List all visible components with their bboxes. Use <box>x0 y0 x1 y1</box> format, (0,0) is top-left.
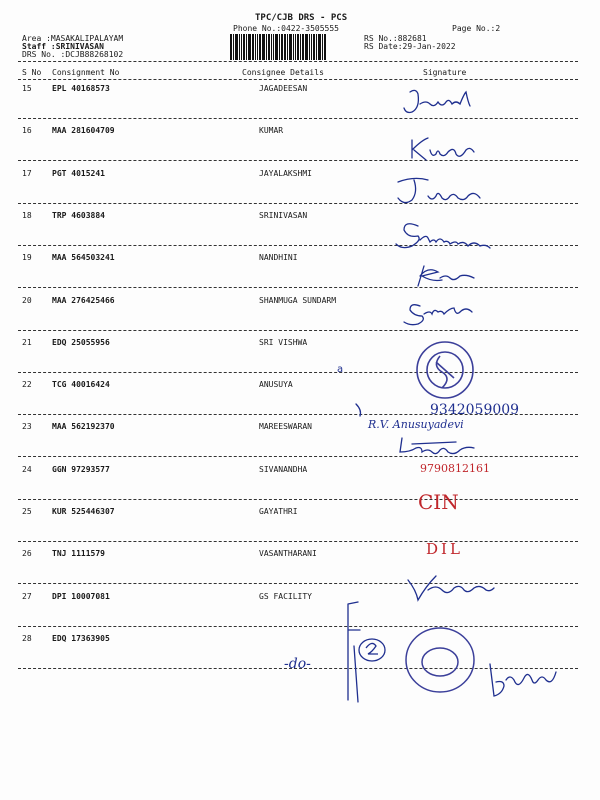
row-consignee: GAYATHRI <box>259 507 298 516</box>
tick-mark-21: a <box>337 364 344 375</box>
row-consignment-no: TNJ 1111579 <box>52 549 105 558</box>
row-sno: 28 <box>22 634 32 643</box>
signature-20 <box>404 305 472 325</box>
row-consignment-no: TRP 4603884 <box>52 211 105 220</box>
row-consignee: ANUSUYA <box>259 380 293 389</box>
bracket-mark <box>348 602 360 702</box>
signature-23 <box>400 438 474 454</box>
document-title: TPC/CJB DRS - PCS <box>255 13 348 23</box>
rs-date: RS Date:29-Jan-2022 <box>364 42 456 51</box>
row-consignment-no: EDQ 25055956 <box>52 338 110 347</box>
row-sno: 15 <box>22 84 32 93</box>
row-consignee: SRINIVASAN <box>259 211 308 220</box>
area-label: Area :MASAKALIPALAYAM <box>22 34 124 43</box>
row-consignment-no: EPL 40168573 <box>52 84 110 93</box>
row-consignment-no: MAA 564503241 <box>52 253 115 262</box>
row-sno: 16 <box>22 126 32 135</box>
row-sno: 18 <box>22 211 32 220</box>
row-consignment-no: EDQ 17363905 <box>52 634 110 643</box>
row-sno: 23 <box>22 422 32 431</box>
row-consignee: MAREESWARAN <box>259 422 312 431</box>
row-sno: 21 <box>22 338 32 347</box>
col-signature: Signature <box>423 68 467 77</box>
signature-28 <box>490 664 556 696</box>
row-consignment-no: GGN 97293577 <box>52 465 110 474</box>
row-consignment-no: MAA 281604709 <box>52 126 115 135</box>
row-sno: 26 <box>22 549 32 558</box>
signature-15 <box>404 90 470 112</box>
row-sno: 17 <box>22 169 32 178</box>
staff-label: Staff :SRINIVASAN <box>22 42 104 51</box>
rs-number: RS No.:882681 <box>364 34 427 43</box>
row-consignment-no: DPI 10007081 <box>52 592 110 601</box>
row-sno: 25 <box>22 507 32 516</box>
row-consignee: SHANMUGA SUNDARM <box>259 296 337 305</box>
row-consignee: JAYALAKSHMI <box>259 169 312 178</box>
page-number: Page No.:2 <box>452 24 501 33</box>
row-consignee: KUMAR <box>259 126 284 135</box>
handwritten-cin: CIN <box>418 490 459 514</box>
row-consignee: SIVANANDHA <box>259 465 308 474</box>
phone-number: Phone No.:0422-3505555 <box>233 24 339 33</box>
row-consignment-no: PGT 4015241 <box>52 169 105 178</box>
handwritten-phone-22: 9342059009 <box>430 402 520 418</box>
row-consignee: VASANTHARANI <box>259 549 317 558</box>
signature-17 <box>398 178 480 202</box>
signature-18 <box>396 224 490 248</box>
signature-22 <box>356 404 361 416</box>
row-sno: 19 <box>22 253 32 262</box>
handwritten-dil: DIL <box>426 540 463 558</box>
row-consignment-no: MAA 562192370 <box>52 422 115 431</box>
drs-number: DRS No. :DCJB88268102 <box>22 50 124 59</box>
signature-19 <box>418 266 474 286</box>
handwritten-phone-23: 9790812161 <box>420 462 490 475</box>
row-consignment-no: TCG 40016424 <box>52 380 110 389</box>
row-sno: 27 <box>22 592 32 601</box>
row-consignee: SRI VISHWA <box>259 338 308 347</box>
security-stamp <box>406 628 474 692</box>
signature-16 <box>412 138 474 160</box>
row-consignment-no: KUR 525446307 <box>52 507 115 516</box>
signature-26 <box>408 576 494 600</box>
row-consignee: GS FACILITY <box>259 592 312 601</box>
company-stamp <box>417 342 473 398</box>
row-consignee: NANDHINI <box>259 253 298 262</box>
row-sno: 20 <box>22 296 32 305</box>
handwritten-name-22: R.V. Anusuyadevi <box>368 418 464 431</box>
col-consignee: Consignee Details <box>242 68 324 77</box>
col-sno: S No <box>22 68 42 77</box>
handwritten-ditto: -do- <box>284 656 311 672</box>
row-consignment-no: MAA 276425466 <box>52 296 115 305</box>
row-consignee: JAGADEESAN <box>259 84 308 93</box>
circle-mark <box>359 639 385 661</box>
col-consignment: Consignment No <box>52 68 120 77</box>
row-sno: 22 <box>22 380 32 389</box>
row-sno: 24 <box>22 465 32 474</box>
